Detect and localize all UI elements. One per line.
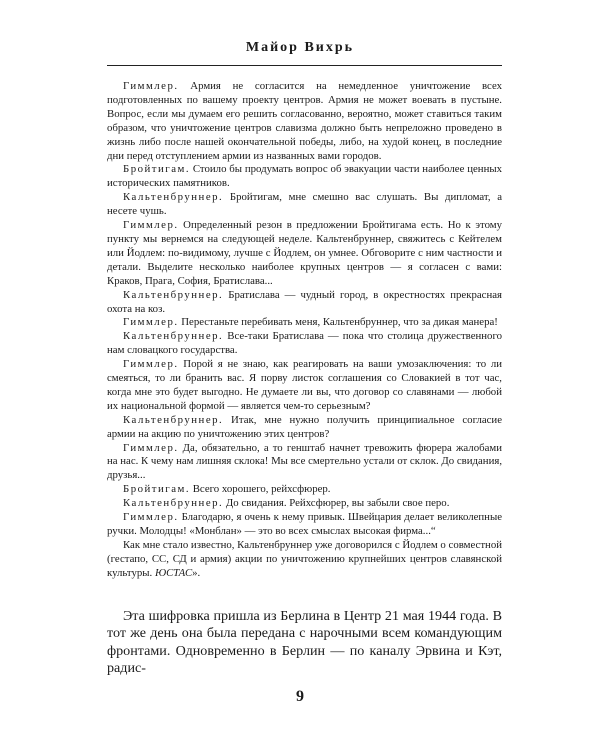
dialogue-block <box>107 80 502 539</box>
speaker-name: Гиммлер. <box>123 358 179 371</box>
narrative-paragraph: Эта шифровка пришла из Берлина в Центр 21 мая 1944 года. В тот же день она была передана с нарочными всем командующим фронтами. Одновременно в Берлин — по каналу Эрвина и Кэт, радис- <box>107 608 502 677</box>
dialogue-paragraph <box>107 511 502 539</box>
signature: ЮСТАС <box>154 566 193 579</box>
speech-text: Порой я не знаю, как реагировать на ваши умозаключения: то ли смеяться, то ли бранить вас. Я порву листок соглашения со Словакией в тот час, когда мне это будет выгодно. Не думаете ли вы, что договор со славянами — любой их национальной формой — является чем-то серьезным? <box>107 358 502 412</box>
document-transcript <box>107 80 502 581</box>
speaker-name: Гиммлер. <box>123 316 179 329</box>
speaker-name: Кальтенбруннер. <box>123 191 224 204</box>
narrative-text <box>107 608 502 678</box>
speaker-name: Кальтенбруннер. <box>123 413 224 426</box>
dialogue-paragraph <box>107 497 502 511</box>
dialogue-paragraph <box>107 80 502 163</box>
speaker-name: Гиммлер. <box>123 219 179 232</box>
dialogue-paragraph <box>107 191 502 219</box>
speaker-name: Гиммлер. <box>123 441 179 454</box>
closing-text: Как мне стало известно, Кальтенбруннер уже договорился с Йодлем о совместной (гестапо, СС, СД и армия) акции по уничтожению крупнейших центров славянской культуры. <box>107 538 502 579</box>
speaker-name: Гиммлер. <box>123 511 179 524</box>
speech-text: Благодарю, я очень к нему привык. Швейцария делает великолепные ручки. Молодцы! «Монблан» — это во всех смыслах высокая фирма...“ <box>107 511 502 537</box>
speaker-name: Бройтигам. <box>123 483 191 496</box>
speaker-name: Кальтенбруннер. <box>123 330 224 343</box>
dialogue-paragraph <box>107 316 502 330</box>
dialogue-paragraph <box>107 219 502 289</box>
speaker-name: Гиммлер. <box>123 80 179 92</box>
dialogue-paragraph <box>107 330 502 358</box>
speech-text: Бройтигам, мне смешно вас слушать. Вы дипломат, а несете чушь. <box>107 191 502 218</box>
speaker-name: Бройтигам. <box>123 163 191 176</box>
dialogue-paragraph <box>107 483 502 497</box>
speech-text: Все-таки Братислава — пока что столица дружественного нам словацкого государства. <box>107 330 502 357</box>
speech-text: Итак, мне нужно получить принципиальное согласие армии на акцию по уничтожению этих центров? <box>107 413 502 440</box>
speaker-name: Кальтенбруннер. <box>123 497 224 510</box>
speech-text: Перестаньте перебивать меня, Кальтенбруннер, что за дикая манера! <box>178 316 498 329</box>
speech-text: Определенный резон в предложении Бройтигама есть. Но к этому пункту мы вернемся на следующей неделе. Кальтенбруннер, свяжитесь с Кейтелем или Йодлем: по-видимому, лучше с Йодлем, он умнее. Обговорите с ним частности и детали. Выделите несколько наиболее крупных центров — я согласен с вами: Краков, Прага, София, Братислава... <box>107 219 502 287</box>
closing-end: ». <box>192 566 201 579</box>
dialogue-paragraph <box>107 163 502 191</box>
dialogue-paragraph <box>107 358 502 414</box>
speech-text: Братислава — чудный город, в окрестностях прекрасная охота на коз. <box>107 288 502 315</box>
running-header: Майор Вихрь <box>245 40 355 55</box>
closing-paragraph <box>107 539 502 581</box>
speech-text: Стоило бы продумать вопрос об эвакуации части наиболее ценных исторических памятников. <box>107 163 502 190</box>
dialogue-paragraph <box>107 289 502 317</box>
speaker-name: Кальтенбруннер. <box>123 288 224 301</box>
dialogue-paragraph <box>107 414 502 442</box>
speech-text: До свидания. Рейхсфюрер, вы забыли свое перо. <box>223 497 450 510</box>
speech-text: Армия не согласится на немедленное уничтожение всех подготовленных по вашему проекту центров. Армия не может воевать в пустыне. Вопрос, если мы думаем его решить согласованно, вероятно, может ставиться таким образом, что уничтожение центров славизма должно быть непреложно проведено в жизнь либо после нашей окончательной победы, либо, на худой конец, в последние дни перед отступлением армии из названных вами городов. <box>107 80 502 162</box>
speech-text: Да, обязательно, а то генштаб начнет тревожить фюрера жалобами на нас. К чему нам лишняя склока! Мы все смертельно устали от склок. До свидания, друзья... <box>107 441 503 482</box>
page-number: 9 <box>296 688 304 705</box>
dialogue-paragraph <box>107 442 502 484</box>
speech-text: Всего хорошего, рейхсфюрер. <box>190 483 331 496</box>
header-rule <box>107 65 502 66</box>
